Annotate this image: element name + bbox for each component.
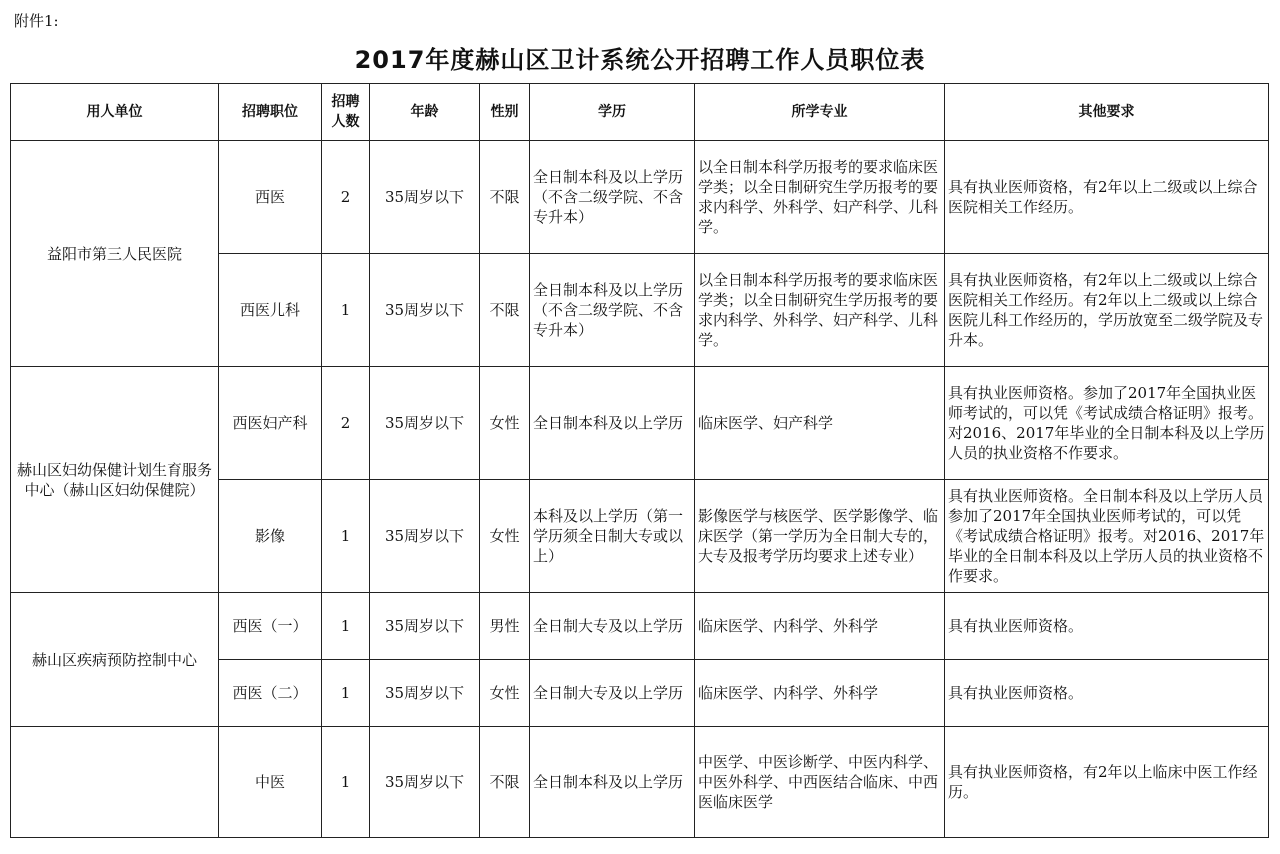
education-cell: 全日制大专及以上学历: [530, 660, 695, 727]
position-cell: 西医儿科: [219, 254, 322, 367]
education-cell: 全日制本科及以上学历: [530, 727, 695, 838]
education-cell: 本科及以上学历（第一学历须全日制大专或以上）: [530, 480, 695, 593]
page-title: 2017年度赫山区卫计系统公开招聘工作人员职位表: [354, 46, 926, 74]
other-cell: 具有执业医师资格，有2年以上二级或以上综合医院相关工作经历。有2年以上二级或以上综合医院儿科工作经历的，学历放宽至二级学院及专升本。: [945, 254, 1269, 367]
education-cell: 全日制本科及以上学历（不含二级学院、不含专升本）: [530, 254, 695, 367]
header-count: 招聘人数: [322, 84, 370, 141]
count-cell: 2: [322, 367, 370, 480]
table-row: [11, 727, 1269, 838]
gender-cell: 女性: [480, 367, 530, 480]
recruitment-table: [10, 83, 1269, 838]
gender-cell: 不限: [480, 254, 530, 367]
position-cell: 影像: [219, 480, 322, 593]
count-cell: 1: [322, 727, 370, 838]
table-row: [11, 141, 1269, 254]
education-cell: 全日制本科及以上学历（不含二级学院、不含专升本）: [530, 141, 695, 254]
major-cell: 影像医学与核医学、医学影像学、临床医学（第一学历为全日制大专的，大专及报考学历均要求上述专业）: [695, 480, 945, 593]
count-cell: 1: [322, 254, 370, 367]
table-row: [11, 367, 1269, 480]
table-header-row: [11, 84, 1269, 141]
age-cell: 35周岁以下: [370, 593, 480, 660]
other-cell: 具有执业医师资格，有2年以上临床中医工作经历。: [945, 727, 1269, 838]
count-cell: 1: [322, 593, 370, 660]
position-cell: 西医妇产科: [219, 367, 322, 480]
count-cell: 2: [322, 141, 370, 254]
position-cell: 西医: [219, 141, 322, 254]
unit-cell: 赫山区妇幼保健计划生育服务中心（赫山区妇幼保健院）: [11, 367, 219, 593]
age-cell: 35周岁以下: [370, 660, 480, 727]
other-cell: 具有执业医师资格，有2年以上二级或以上综合医院相关工作经历。: [945, 141, 1269, 254]
gender-cell: 女性: [480, 480, 530, 593]
position-cell: 中医: [219, 727, 322, 838]
major-cell: 中医学、中医诊断学、中医内科学、中医外科学、中西医结合临床、中西医临床医学: [695, 727, 945, 838]
header-major: 所学专业: [695, 84, 945, 141]
education-cell: 全日制大专及以上学历: [530, 593, 695, 660]
header-other: 其他要求: [945, 84, 1269, 141]
attachment-label: 附件1:: [14, 12, 59, 30]
gender-cell: 不限: [480, 141, 530, 254]
gender-cell: 男性: [480, 593, 530, 660]
position-cell: 西医（一）: [219, 593, 322, 660]
age-cell: 35周岁以下: [370, 727, 480, 838]
unit-cell: [11, 727, 219, 838]
unit-cell: 赫山区疾病预防控制中心: [11, 593, 219, 727]
position-cell: 西医（二）: [219, 660, 322, 727]
other-cell: 具有执业医师资格。全日制本科及以上学历人员参加了2017年全国执业医师考试的，可以凭《考试成绩合格证明》报考。对2016、2017年毕业的全日制本科及以上学历人员的执业资格不作要求。: [945, 480, 1269, 593]
major-cell: 临床医学、妇产科学: [695, 367, 945, 480]
other-cell: 具有执业医师资格。: [945, 660, 1269, 727]
table-row: [11, 593, 1269, 660]
count-cell: 1: [322, 660, 370, 727]
major-cell: 临床医学、内科学、外科学: [695, 593, 945, 660]
count-cell: 1: [322, 480, 370, 593]
header-age: 年龄: [370, 84, 480, 141]
gender-cell: 女性: [480, 660, 530, 727]
major-cell: 以全日制本科学历报考的要求临床医学类；以全日制研究生学历报考的要求内科学、外科学、妇产科学、儿科学。: [695, 141, 945, 254]
age-cell: 35周岁以下: [370, 367, 480, 480]
age-cell: 35周岁以下: [370, 254, 480, 367]
age-cell: 35周岁以下: [370, 141, 480, 254]
education-cell: 全日制本科及以上学历: [530, 367, 695, 480]
header-position: 招聘职位: [219, 84, 322, 141]
gender-cell: 不限: [480, 727, 530, 838]
other-cell: 具有执业医师资格。参加了2017年全国执业医师考试的，可以凭《考试成绩合格证明》报考。对2016、2017年毕业的全日制本科及以上学历人员的执业资格不作要求。: [945, 367, 1269, 480]
header-education: 学历: [530, 84, 695, 141]
other-cell: 具有执业医师资格。: [945, 593, 1269, 660]
major-cell: 以全日制本科学历报考的要求临床医学类；以全日制研究生学历报考的要求内科学、外科学、妇产科学、儿科学。: [695, 254, 945, 367]
header-gender: 性别: [480, 84, 530, 141]
unit-cell: 益阳市第三人民医院: [11, 141, 219, 367]
major-cell: 临床医学、内科学、外科学: [695, 660, 945, 727]
age-cell: 35周岁以下: [370, 480, 480, 593]
header-unit: 用人单位: [11, 84, 219, 141]
